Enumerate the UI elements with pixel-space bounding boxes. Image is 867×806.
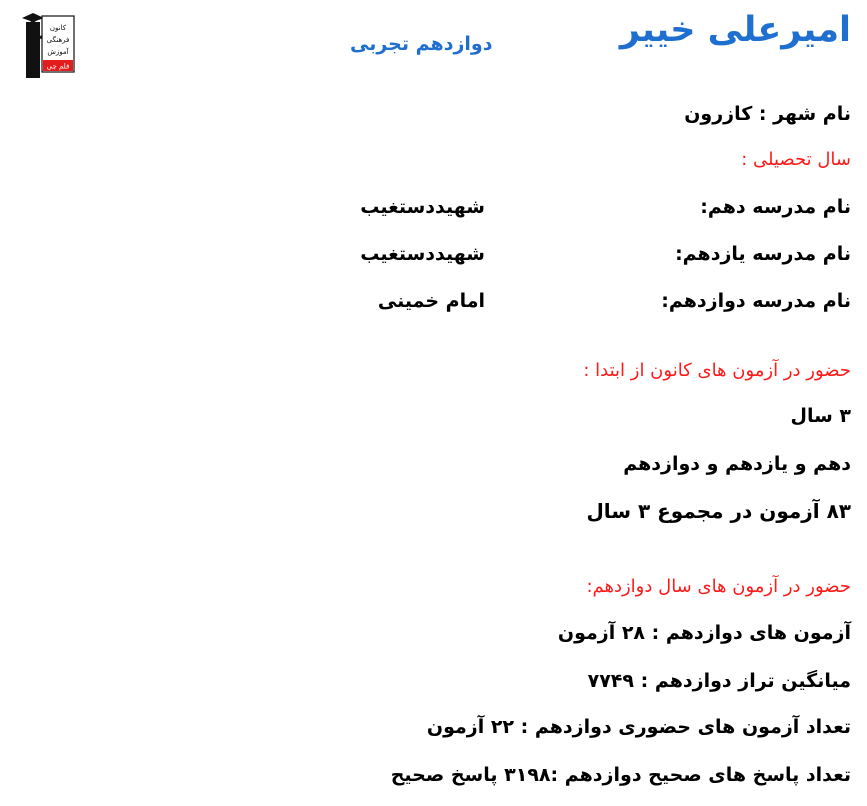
grade-label: دوازدهم تجربی: [350, 33, 493, 55]
kanoon-logo: [18, 8, 76, 80]
logo-badge: قلم چی: [46, 62, 70, 71]
school-12-value: امام خمینی: [377, 290, 485, 312]
city-line: نام شهر : کازرون: [684, 103, 851, 125]
grade12-correct: تعداد پاسخ های صحیح دوازدهم :۳۱۹۸ پاسخ صحیح: [390, 764, 851, 786]
grade12-in-person: تعداد آزمون های حضوری دوازدهم : ۲۲ آزمون: [426, 716, 851, 738]
student-name: امیرعلی خییر: [619, 10, 851, 50]
school-11-value: شهیددستغیب: [360, 243, 485, 265]
grade12-average: میانگین تراز دوازدهم : ۷۷۴۹: [587, 670, 851, 692]
grade12-exams: آزمون های دوازدهم : ۲۸ آزمون: [557, 622, 851, 644]
kanoon-total: ۸۳ آزمون در مجموع ۳ سال: [586, 499, 851, 523]
logo-text-3: آموزش: [47, 48, 69, 56]
kanoon-years: ۳ سال: [790, 405, 851, 427]
kanoon-attendance-heading: حضور در آزمون های کانون از ابتدا :: [583, 360, 851, 381]
kanoon-grades: دهم و یازدهم و دوازدهم: [623, 453, 851, 475]
school-11-label: نام مدرسه یازدهم:: [675, 243, 851, 265]
grade12-attendance-heading: حضور در آزمون های سال دوازدهم:: [586, 576, 851, 597]
school-12-label: نام مدرسه دوازدهم:: [661, 290, 851, 312]
logo-text-1: کانون: [49, 24, 67, 32]
school-10-label: نام مدرسه دهم:: [700, 196, 851, 218]
academic-years-label: سال تحصیلی :: [741, 149, 851, 170]
logo-text-2: فرهنگی: [46, 36, 70, 44]
school-10-value: شهیددستغیب: [360, 196, 485, 218]
